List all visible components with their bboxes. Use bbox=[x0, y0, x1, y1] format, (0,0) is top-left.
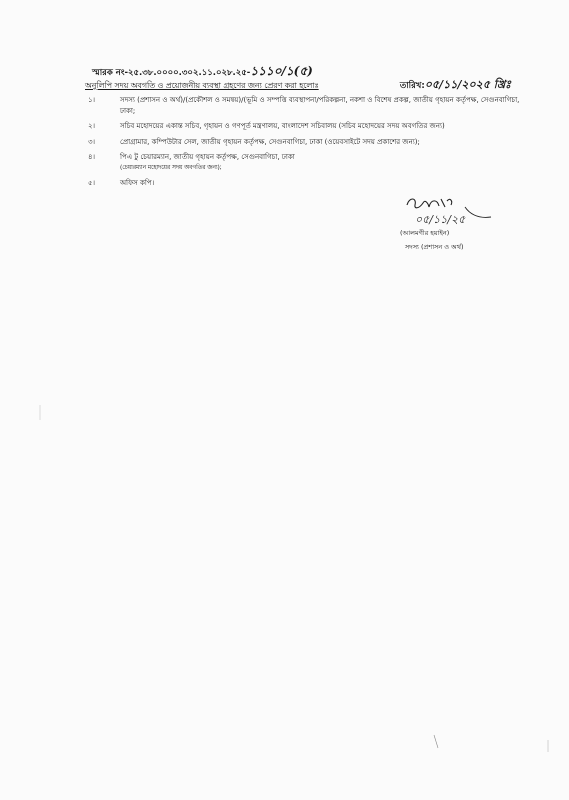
date-value-handwritten: ০৫/১১/২০২৫ খ্রিঃ bbox=[424, 78, 511, 91]
signatory-title: সদস্য (প্রশাসন ও অর্থ) bbox=[405, 243, 464, 251]
item-number: ২। bbox=[88, 122, 96, 130]
item-number: ১। bbox=[88, 96, 96, 104]
memo-prefix: স্মারক নং-২৫.৩৮.০০০০.৩০২.১১.০২৮.২৫- bbox=[92, 68, 251, 78]
item-text: সদস্য (প্রশাসন ও অর্থ)/(প্রকৌশল ও সমন্বয়)/(ভূমি ও সম্পত্তি ব্যবস্থাপনা/পরিকল্পনা, নকশা ও বিশেষ প্রকল্প, জাতীয় গৃহায়ন কর্তৃপক্ষ, সেগুনবাগিচা, ঢাকা; bbox=[120, 96, 520, 115]
memo-date bbox=[400, 76, 511, 95]
item-text: সচিব মহোদয়ের একান্ত সচিব, গৃহায়ন ও গণপূর্ত মন্ত্রণালয়, বাংলাদেশ সচিবালয় (সচিব মহোদয়ের সদয় অবগতির জন্য) bbox=[120, 122, 445, 130]
item-text: প্রোগ্রামার, কম্পিউটার সেল, জাতীয় গৃহায়ন কর্তৃপক্ষ, সেগুনবাগিচা, ঢাকা (ওয়েবসাইটে সদয় প্রকাশের জন্য); bbox=[120, 137, 420, 146]
signature-date: ০৫/১১/২৫ bbox=[415, 213, 466, 226]
item-number: ৫। bbox=[88, 179, 96, 187]
list-item bbox=[88, 121, 520, 132]
date-label: তারিখ: bbox=[399, 81, 425, 91]
item-text-wrap bbox=[120, 152, 520, 173]
handwritten-signature bbox=[395, 193, 495, 231]
signatory-name: (আলমগীর হয়াইন) bbox=[400, 229, 450, 237]
item-text: অফিস কপি। bbox=[120, 179, 155, 187]
list-item bbox=[88, 95, 520, 116]
memo-number-handwritten: ১১১০/১(৫) bbox=[250, 64, 313, 78]
copy-heading: অনুলিপি সদয় অবগতি ও প্রয়োজনীয় ব্যবস্থা গ্রহণের জন্য প্রেরণ করা হলোঃ bbox=[85, 81, 319, 90]
list-item bbox=[88, 137, 520, 148]
item-text: পিএ টু চেয়ারম্যান, জাতীয় গৃহায়ন কর্তৃপক্ষ, সেগুনবাগিচা, ঢাকা bbox=[120, 153, 295, 161]
item-note: (চেয়ারম্যান মহোদয়ের সদয় অবগতির জন্য); bbox=[120, 164, 222, 171]
copy-recipient-list bbox=[88, 95, 520, 194]
list-item bbox=[88, 178, 520, 189]
item-number: ৪। bbox=[88, 153, 96, 161]
item-number: ৩। bbox=[88, 137, 96, 146]
list-item bbox=[88, 152, 520, 173]
